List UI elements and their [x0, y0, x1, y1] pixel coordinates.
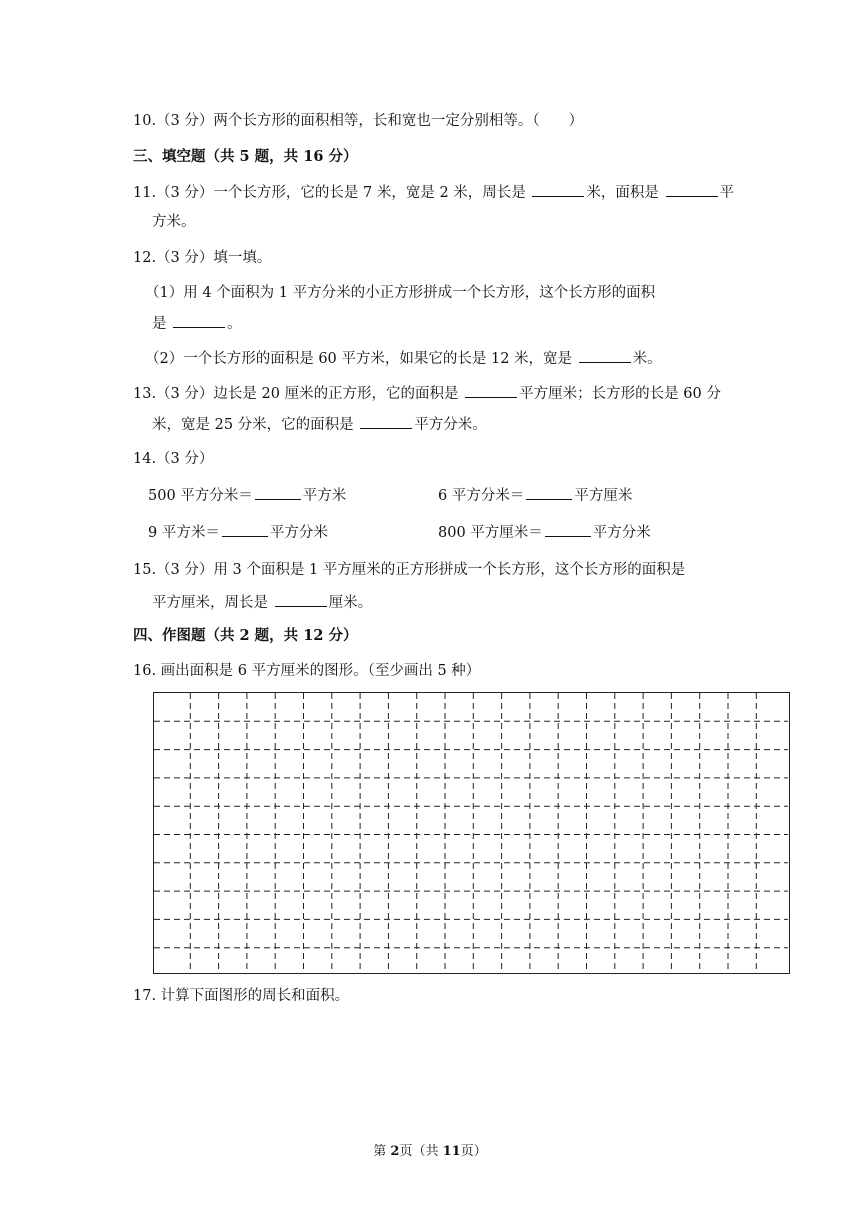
- section-4-title: 四、作图题（共 2 题，共 12 分）: [133, 627, 358, 644]
- answer-blank: [173, 313, 225, 328]
- answer-blank: [255, 485, 301, 500]
- dashed-grid-lines: [154, 693, 788, 972]
- question-11-line-1: 11.（3 分）一个长方形，它的长是 7 米，宽是 2 米，周长是 米，面积是 平: [133, 182, 734, 203]
- question-13-line-1: 13.（3 分）边长是 20 厘米的正方形，它的面积是 平方厘米；长方形的长是 60 分: [133, 383, 721, 404]
- answer-blank: [465, 383, 517, 398]
- question-12-part-2: （2）一个长方形的面积是 60 平方米，如果它的长是 12 米，宽是 米。: [145, 348, 662, 369]
- question-11-line-2: 方米。: [152, 214, 196, 230]
- answer-blank: [579, 348, 631, 363]
- question-13-line-2: 米，宽是 25 分米，它的面积是 平方分米。: [152, 414, 487, 435]
- answer-blank: [532, 182, 584, 197]
- question-17: 17. 计算下面图形的周长和面积。: [133, 988, 350, 1004]
- question-12-head: 12.（3 分）填一填。: [133, 250, 272, 266]
- question-14-item-c: 9 平方米＝ 平方分米: [148, 522, 328, 543]
- total-pages: 11: [442, 1144, 461, 1159]
- question-14-head: 14.（3 分）: [133, 451, 214, 467]
- page-number: 2: [390, 1144, 400, 1159]
- question-10: 10.（3 分）两个长方形的面积相等，长和宽也一定分别相等。（ ）: [133, 113, 584, 129]
- question-16: 16. 画出面积是 6 平方厘米的图形。（至少画出 5 种）: [133, 663, 481, 679]
- answer-blank: [360, 414, 412, 429]
- page-footer: 第 2页（共 11页）: [373, 1144, 487, 1159]
- answer-blank: [222, 522, 268, 537]
- answer-blank: [666, 182, 718, 197]
- question-14-item-b: 6 平方分米＝ 平方厘米: [438, 485, 632, 506]
- question-14-item-a: 500 平方分米＝ 平方米: [148, 485, 346, 506]
- question-15-line-2: 平方厘米，周长是 厘米。: [152, 592, 372, 613]
- section-3-title: 三、填空题（共 5 题，共 16 分）: [133, 148, 358, 165]
- question-15-line-1: 15.（3 分）用 3 个面积是 1 平方厘米的正方形拼成一个长方形，这个长方形的面积是: [133, 562, 686, 578]
- answer-blank: [526, 485, 572, 500]
- answer-blank: [275, 592, 327, 607]
- drawing-grid[interactable]: [153, 692, 790, 974]
- question-12-part-1-line-1: （1）用 4 个面积为 1 平方分米的小正方形拼成一个长方形，这个长方形的面积: [145, 285, 656, 301]
- question-12-part-1-line-2: 是 。: [152, 313, 242, 334]
- question-14-item-d: 800 平方厘米＝ 平方分米: [438, 522, 651, 543]
- answer-blank: [545, 522, 591, 537]
